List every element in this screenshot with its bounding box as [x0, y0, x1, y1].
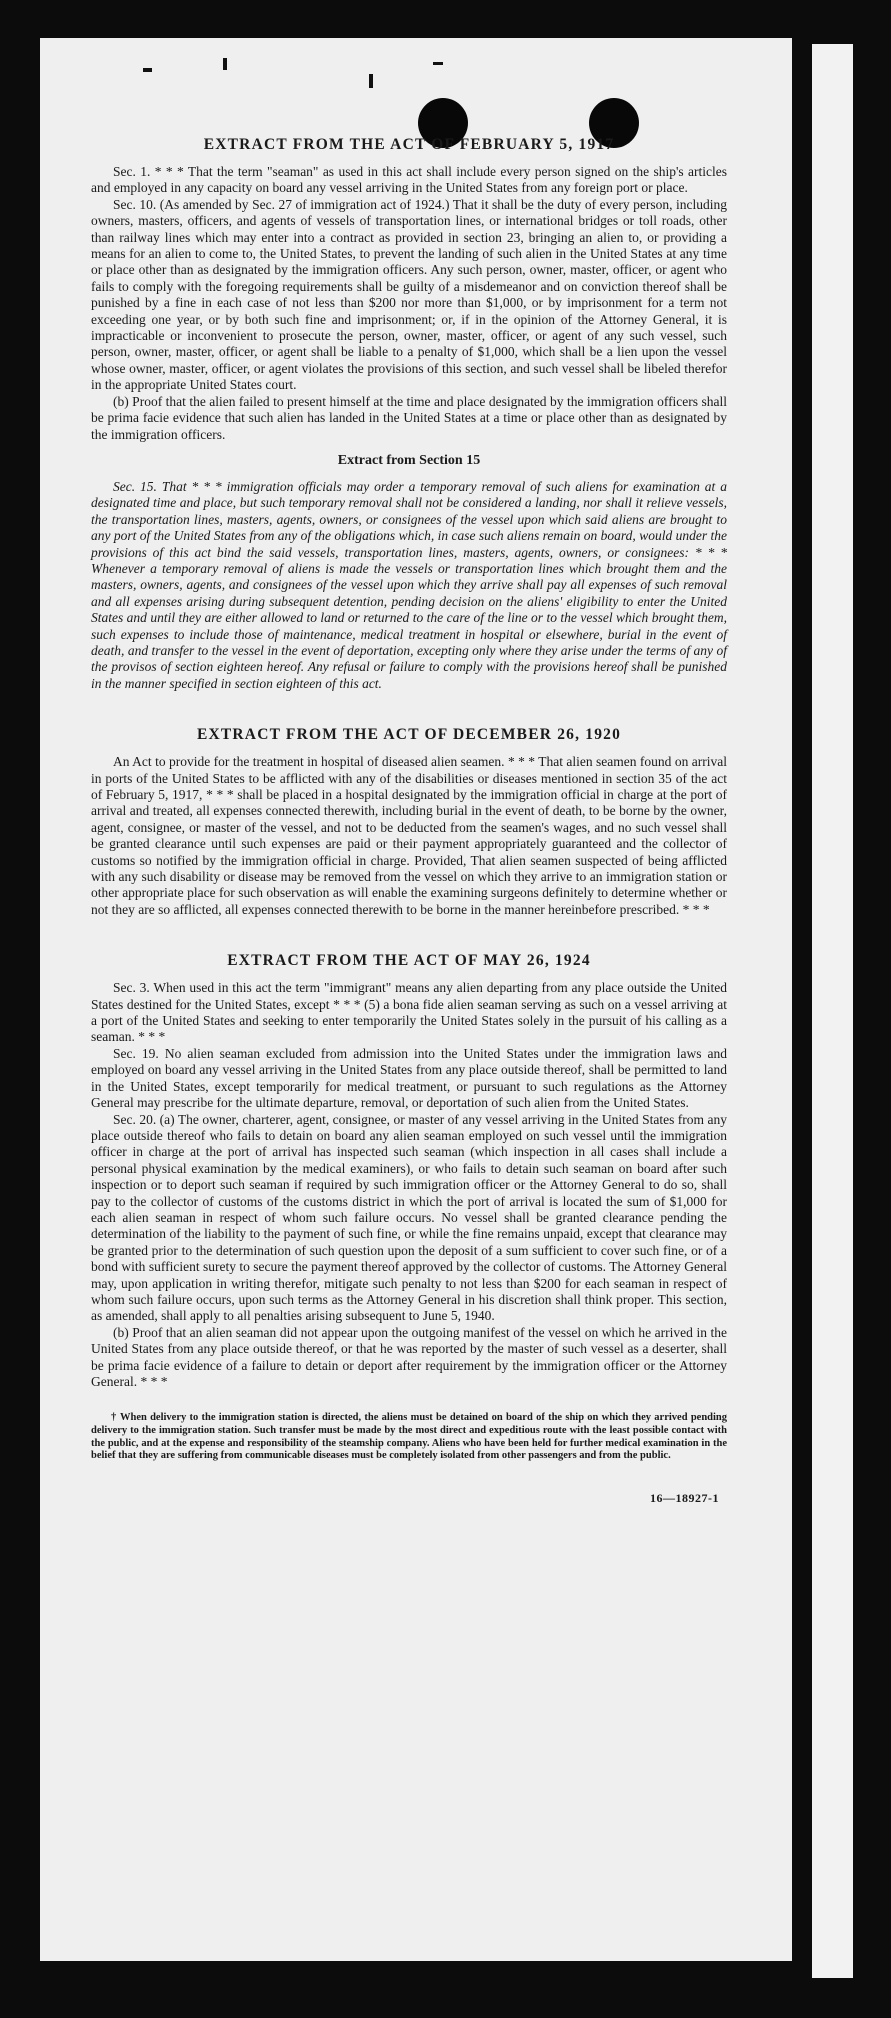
scan-mark: [143, 68, 152, 72]
footnote: [91, 1412, 727, 1462]
paragraph: Sec. 1. * * * That the term "seaman" as used in this act shall include every person signed on the ship's articles and employed in any capacity on board any vessel arriving in the United States from any foreign port or place.: [91, 164, 727, 196]
section-heading: EXTRACT FROM THE ACT OF MAY 26, 1924: [227, 952, 591, 970]
footnote-text: † When delivery to the immigration station is directed, the aliens must be detained on board of the ship on which they arrived pending delivery to the immigration station. Such transfer must be made by the most direct and expeditious route with the least possible contact with the public, and at the expense and responsibility of the steamship company. Aliens who have been held for further medical examination in the belief that they are suffering from communicable diseases must be completely isolated from other passengers and from the public.: [91, 1412, 727, 1462]
paragraph: Sec. 3. When used in this act the term "immigrant" means any alien departing from any place outside the United States destined for the United States, except * * * (5) a bona fide alien seaman serving as such on a vessel arriving at a port of the United States and seeking to enter temporarily the United States solely in the pursuit of his calling as a seaman. * * *: [91, 980, 727, 1045]
section-heading: EXTRACT FROM THE ACT OF DECEMBER 26, 1920: [196, 726, 622, 744]
edge-strip: [812, 44, 853, 1978]
document-text: [91, 100, 727, 1506]
scan-mark: [433, 62, 443, 65]
paragraph: Sec. 15. That * * * immigration officials may order a temporary removal of such aliens for examination at a designated time and place, but such temporary removal shall not be considered a landing, nor shall it relieve vessels, the transportation lines, masters, agents, owners, or consignees of the vessel upon which said aliens are brought to any port of the United States from any of the obligations which, in case such aliens remain on board, would under the provisions of this act bind the said vessels, transportation lines, masters, agents, owners, or consignees: * * * Whenever a temporary removal of aliens is made the vessels or transportation lines which brought them and the masters, owners, agents, and consignees of the vessel upon which they arrive shall pay all expenses of such removal and all expenses arising during subsequent detention, pending decision on the aliens' eligibility to enter the United States and until they are either allowed to land or returned to the care of the line or to the vessel which brought them, such expenses to include those of maintenance, medical treatment in hospital or elsewhere, burial in the event of death, and transfer to the vessel in the event of deportation, excepting only where they arise under the terms of any of the provisos of section eighteen hereof. Any refusal or failure to comply with the provisions hereof shall be punished in the manner specified in section eighteen of this act.: [91, 478, 727, 691]
document-number: 16—18927-1: [650, 1490, 719, 1505]
paragraph: (b) Proof that an alien seaman did not appear upon the outgoing manifest of the vessel on which he arrived in the United States from any place outside thereof, or that he was reported by the master of such vessel as a deserter, shall be prima facie evidence of a failure to detain or deport after requirement by the immigration officer or the Attorney General. * * *: [91, 1324, 727, 1389]
paragraph: Sec. 20. (a) The owner, charterer, agent, consignee, or master of any vessel arriving in the United States from any place outside thereof who fails to detain on board any alien seaman employed on such vessel until the immigration officer in charge at the port of arrival has inspected such seaman (which inspection in all cases shall include a personal physical examination by the medical examiners), or who fails to detain such seaman on board after such inspection or to deport such seaman if required by such immigration officer or the Attorney General to do so, shall pay to the collector of customs of the customs district in which the port of arrival is located the sum of $1,000 for each alien seaman in respect of whom such failure occurs. No vessel shall be granted clearance pending the determination of the liability to the payment of such fine, or while the fine remains unpaid, except that clearance may be granted prior to the determination of such question upon the deposit of a sum sufficient to cover such fine, or of a bond with sufficient surety to secure the payment thereof approved by the collector of customs. The Attorney General may, upon application in writing therefor, mitigate such penalty to not less than $200 for each seaman in respect of whom such failure occurs, upon such terms as the Attorney General in his discretion shall think proper. This section, as amended, shall apply to all penalties arising subsequent to June 5, 1940.: [91, 1111, 727, 1324]
subsection-heading: Extract from Section 15: [337, 452, 481, 468]
paragraph: Sec. 19. No alien seaman excluded from admission into the United States under the immigration laws and employed on board any vessel arriving in the United States from any place outside thereof, shall be permitted to land in the United States, except temporarily for medical treatment, or pursuant to such regulations as the Attorney General may prescribe for the ultimate departure, removal, or deportation of such alien from the United States.: [91, 1045, 727, 1111]
section-heading: EXTRACT FROM THE ACT OF FEBRUARY 5, 1917: [203, 136, 615, 153]
scan-mark: [369, 74, 373, 88]
paragraph: Sec. 10. (As amended by Sec. 27 of immigration act of 1924.) That it shall be the duty of every person, including owners, masters, officers, and agents of vessels of transportation lines, or international bridges or toll roads, other than railway lines which may enter into a contract as provided in section 23, bringing an alien to, or providing a means for an alien to come to, the United States, to prevent the landing of such alien in the United States at any time or place other than as designated by the immigration officers. Any such person, owner, master, officer, or agent who fails to comply with the foregoing requirements shall be guilty of a misdemeanor and on conviction thereof shall be punished by a fine in each case of not less than $200 nor more than $1,000, or by imprisonment for a term not exceeding one year, or by both such fine and imprisonment; or, if in the opinion of the Attorney General, it is impracticable or inconvenient to prosecute the person, owner, master, officer, or agent of any such vessel, such person, owner, master, officer, or agent shall be liable to a penalty of $1,000, which shall be a lien upon the vessel whose owner, master, officer, or agent violates the provisions of this section, and such vessel shall be libeled therefor in the appropriate United States court.: [91, 196, 727, 393]
paragraph: An Act to provide for the treatment in hospital of diseased alien seamen. * * * That alien seamen found on arrival in ports of the United States to be afflicted with any of the disabilities or diseases mentioned in section 35 of the act of February 5, 1917, * * * shall be placed in a hospital designated by the immigration official in charge at the port of arrival and treated, all expenses connected therewith, including burial in the event of death, to be borne by the owner, agent, consignee, or master of the vessel, and not to be deducted from the seamen's wages, and no such vessel shall be granted clearance until such expenses are paid or their payment appropriately guaranteed and the collector of customs so notified by the immigration official in charge. Provided, That alien seamen suspected of being afflicted with any such disability or disease may be removed from the vessel on which they arrive to an immigration station or other appropriate place for such observation as will enable the examining surgeons definitely to determine whether or not they are so afflicted, all expenses connected therewith to be borne in the manner hereinbefore prescribed. * * *: [91, 754, 727, 917]
scan-mark: [223, 58, 227, 70]
paragraph: (b) Proof that the alien failed to present himself at the time and place designated by the immigration officers shall be prima facie evidence that such alien has landed in the United States at a time or place other than as designated by the immigration officers.: [91, 393, 727, 442]
